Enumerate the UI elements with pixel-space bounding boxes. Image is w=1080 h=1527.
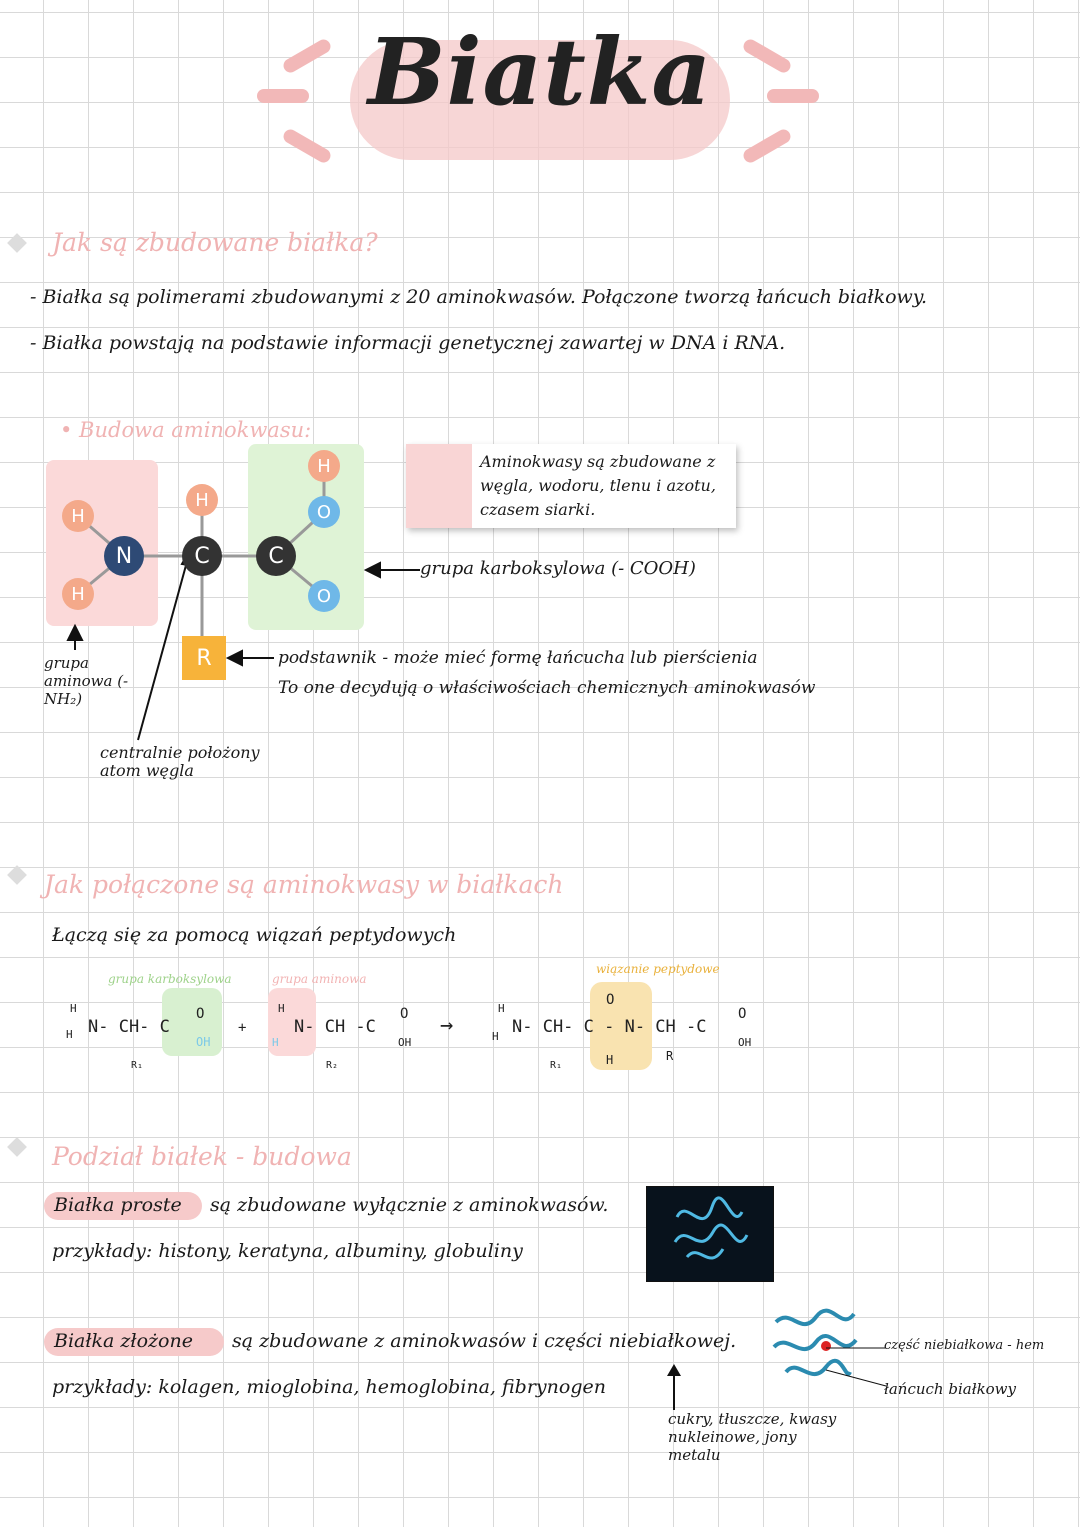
svg-text:N- CH -C: N- CH -C [294, 1017, 376, 1037]
svg-text:N- CH- C: N- CH- C [88, 1017, 170, 1037]
svg-text:+: + [238, 1020, 247, 1036]
svg-text:O: O [196, 1006, 205, 1022]
simple-protein-text: są zbudowane wyłącznie z aminokwasów. [210, 1194, 609, 1216]
svg-text:O: O [400, 1006, 409, 1022]
bullet-diamond [7, 865, 27, 885]
page-title: Biatka [367, 18, 713, 126]
note-swatch [406, 444, 472, 528]
svg-text:R₂: R₂ [326, 1060, 339, 1071]
carbon-atom: C [256, 536, 296, 576]
bonding-text: Łączą się za pomocą wiązań peptydowych [52, 924, 457, 946]
protein-chain-label: łańcuch białkowy [884, 1380, 1016, 1398]
bullet-diamond [7, 1137, 27, 1157]
svg-text:H: H [70, 1002, 77, 1015]
svg-text:OH: OH [398, 1036, 412, 1049]
section-heading-classification: Podział białek - budowa [52, 1142, 352, 1171]
carboxyl-label: grupa karboksylowa (- COOH) [420, 558, 696, 579]
svg-text:H: H [492, 1030, 499, 1043]
svg-text:OH: OH [196, 1035, 211, 1049]
complex-protein-title: Białka złożone [54, 1330, 193, 1352]
section-heading-bonding: Jak połączone są aminokwasy w białkach [44, 870, 564, 899]
complex-protein-examples: przykłady: kolagen, mioglobina, hemoglobina, fibrynogen [52, 1376, 606, 1398]
svg-text:H: H [606, 1053, 614, 1067]
label-lines [820, 1340, 890, 1390]
hydrogen-atom: H [186, 484, 218, 516]
simple-protein-title: Białka proste [54, 1194, 182, 1216]
nonprotein-note: cukry, tłuszcze, kwasy nukleinowe, jony metalu [668, 1410, 837, 1464]
nitrogen-atom: N [104, 536, 144, 576]
svg-text:H: H [498, 1002, 505, 1015]
peptide-reaction [0, 990, 1080, 1080]
amino-tag: grupa aminowa [272, 972, 367, 986]
svg-text:R₁: R₁ [550, 1060, 563, 1071]
substituent-r: R [182, 636, 226, 680]
carbon-atom: C [182, 536, 222, 576]
carboxyl-tag: grupa karboksylowa [108, 972, 232, 986]
svg-text:R: R [666, 1049, 674, 1063]
nonprotein-arrow [660, 1362, 690, 1412]
heme-label: część niebiałkowa - hem [884, 1338, 1045, 1353]
svg-text:N- CH- C - N- CH -C: N- CH- C - N- CH -C [512, 1017, 707, 1037]
svg-text:H: H [66, 1028, 73, 1041]
section-heading-structure: Jak są zbudowane białka? [52, 228, 378, 257]
hydrogen-atom: H [62, 578, 94, 610]
oxygen-atom: O [308, 496, 340, 528]
amino-note-card [406, 444, 736, 528]
svg-text:→: → [440, 1013, 454, 1038]
svg-text:H: H [278, 1002, 285, 1015]
svg-text:H: H [272, 1036, 279, 1049]
complex-protein-text: są zbudowane z aminokwasów i części niebiałkowej. [232, 1330, 737, 1352]
amino-note-text: Aminokwasy są zbudowane z węgla, wodoru, tlenu i azotu, czasem siarki. [480, 452, 716, 519]
structure-line-2: - Białka powstają na podstawie informacji genetycznej zawartej w DNA i RNA. [30, 332, 786, 354]
substituent-label-2: To one decydują o właściwościach chemicznych aminokwasów [278, 678, 816, 698]
structure-line-1: - Białka są polimerami zbudowanymi z 20 aminokwasów. Połączone tworzą łańcuch białkowy. [30, 286, 928, 308]
svg-text:O: O [738, 1006, 747, 1022]
svg-text:O: O [606, 992, 615, 1008]
substituent-label-1: podstawnik - może mieć formę łańcucha lub pierścienia [278, 648, 758, 668]
central-carbon-label: centralnie położony atom węgla [100, 743, 260, 780]
oxygen-atom: O [308, 580, 340, 612]
hydrogen-atom: H [62, 500, 94, 532]
simple-protein-examples: przykłady: histony, keratyna, albuminy, globuliny [52, 1240, 523, 1262]
peptide-bond-tag: wiązanie peptydowe [596, 962, 720, 976]
svg-text:R₁: R₁ [131, 1060, 144, 1071]
protein-ribbon-icon [647, 1187, 773, 1281]
amino-heading: • Budowa aminokwasu: [60, 418, 312, 442]
amino-group-label: grupa aminowa (-NH₂) [44, 654, 129, 708]
simple-protein-image [646, 1186, 774, 1282]
hydrogen-atom: H [308, 450, 340, 482]
svg-text:OH: OH [738, 1036, 752, 1049]
